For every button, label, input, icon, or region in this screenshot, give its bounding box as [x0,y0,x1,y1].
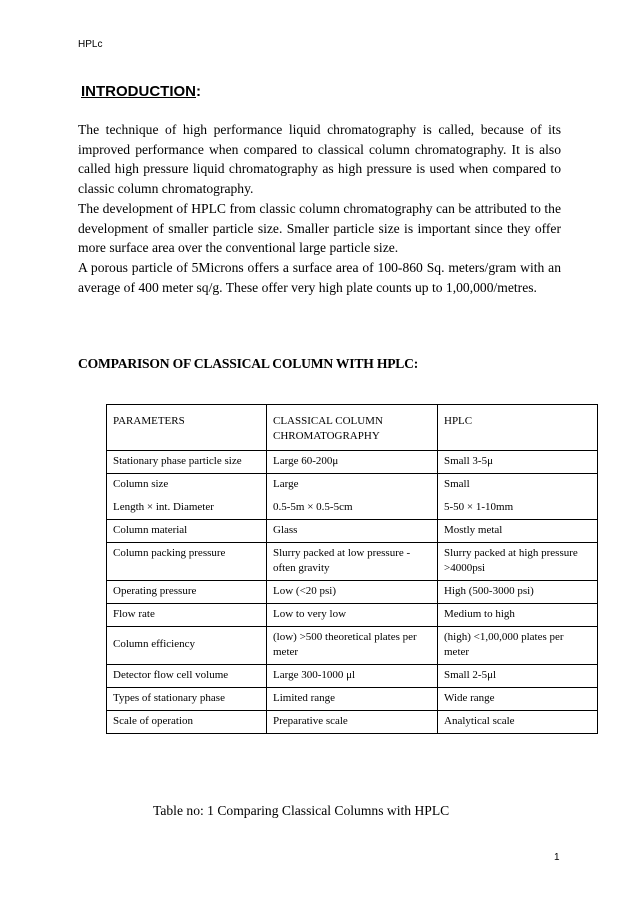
cell-sub: 0.5-5m × 0.5-5cm [273,501,353,513]
table-row [107,520,598,543]
table-cell [107,474,267,520]
table-cell: Mostly metal [438,520,598,543]
introduction-body [78,120,561,297]
comparison-table [106,404,598,734]
table-header-cell: CLASSICAL COLUMN CHROMATOGRAPHY [267,405,438,451]
table-cell: Stationary phase particle size [107,451,267,474]
table-row [107,581,598,604]
table-cell: Detector flow cell volume [107,665,267,688]
table-cell [438,474,598,520]
table-row [107,711,598,734]
table-cell: Column efficiency [107,627,267,665]
table-row [107,688,598,711]
table-cell: Scale of operation [107,711,267,734]
table-cell: Medium to high [438,604,598,627]
table-cell: Slurry packed at high pressure >4000psi [438,543,598,581]
table-cell: Column packing pressure [107,543,267,581]
introduction-heading-text: INTRODUCTION [81,83,196,100]
table-cell [267,474,438,520]
table-cell: Analytical scale [438,711,598,734]
cell-main: Small [444,478,470,490]
table-cell: Large 60-200μ [267,451,438,474]
table-row [107,665,598,688]
table-cell: Types of stationary phase [107,688,267,711]
introduction-heading-colon: : [196,83,201,100]
table-cell: Low (<20 psi) [267,581,438,604]
table-cell: Small 2-5μl [438,665,598,688]
intro-paragraph: A porous particle of 5Microns offers a surface area of 100-860 Sq. meters/gram with an average of 400 meter sq/g. These offer very high plate counts up to 1,00,000/metres. [78,259,561,295]
table-cell: (low) >500 theoretical plates per meter [267,627,438,665]
table-header-row [107,405,598,451]
table-header-cell: HPLC [438,405,598,451]
table-row [107,451,598,474]
table-cell: Small 3-5μ [438,451,598,474]
table-cell: Limited range [267,688,438,711]
table-cell: High (500-3000 psi) [438,581,598,604]
table-cell: Flow rate [107,604,267,627]
table-cell: Operating pressure [107,581,267,604]
table-row [107,627,598,665]
cell-sub: 5-50 × 1-10mm [444,501,514,513]
table-header-cell: PARAMETERS [107,405,267,451]
table-row [107,474,598,520]
table-cell: Slurry packed at low pressure - often gravity [267,543,438,581]
table-cell: Low to very low [267,604,438,627]
table-cell: Glass [267,520,438,543]
table-cell: Large 300-1000 μl [267,665,438,688]
running-header: HPLc [78,39,103,50]
introduction-heading [81,83,201,100]
cell-main: Large [273,478,299,490]
intro-paragraph: The development of HPLC from classic column chromatography can be attributed to the development of smaller particle size. Smaller particle size is important since they offer more surface area over the conventional large particle size. [78,200,561,256]
page-number: 1 [554,852,560,863]
table-row [107,604,598,627]
comparison-heading: COMPARISON OF CLASSICAL COLUMN WITH HPLC: [78,356,419,371]
cell-main: Column size [113,478,169,490]
table-cell: Column material [107,520,267,543]
table-caption: Table no: 1 Comparing Classical Columns with HPLC [153,803,450,818]
table-row [107,543,598,581]
cell-sub: Length × int. Diameter [113,501,214,513]
table-cell: (high) <1,00,000 plates per meter [438,627,598,665]
table-cell: Preparative scale [267,711,438,734]
intro-paragraph: The technique of high performance liquid chromatography is called, because of its improved performance when compared to classical column chromatography. It is also called high pressure liquid chromatography as high pressure is used when compared to classic column chromatography. [78,122,561,197]
table-cell: Wide range [438,688,598,711]
